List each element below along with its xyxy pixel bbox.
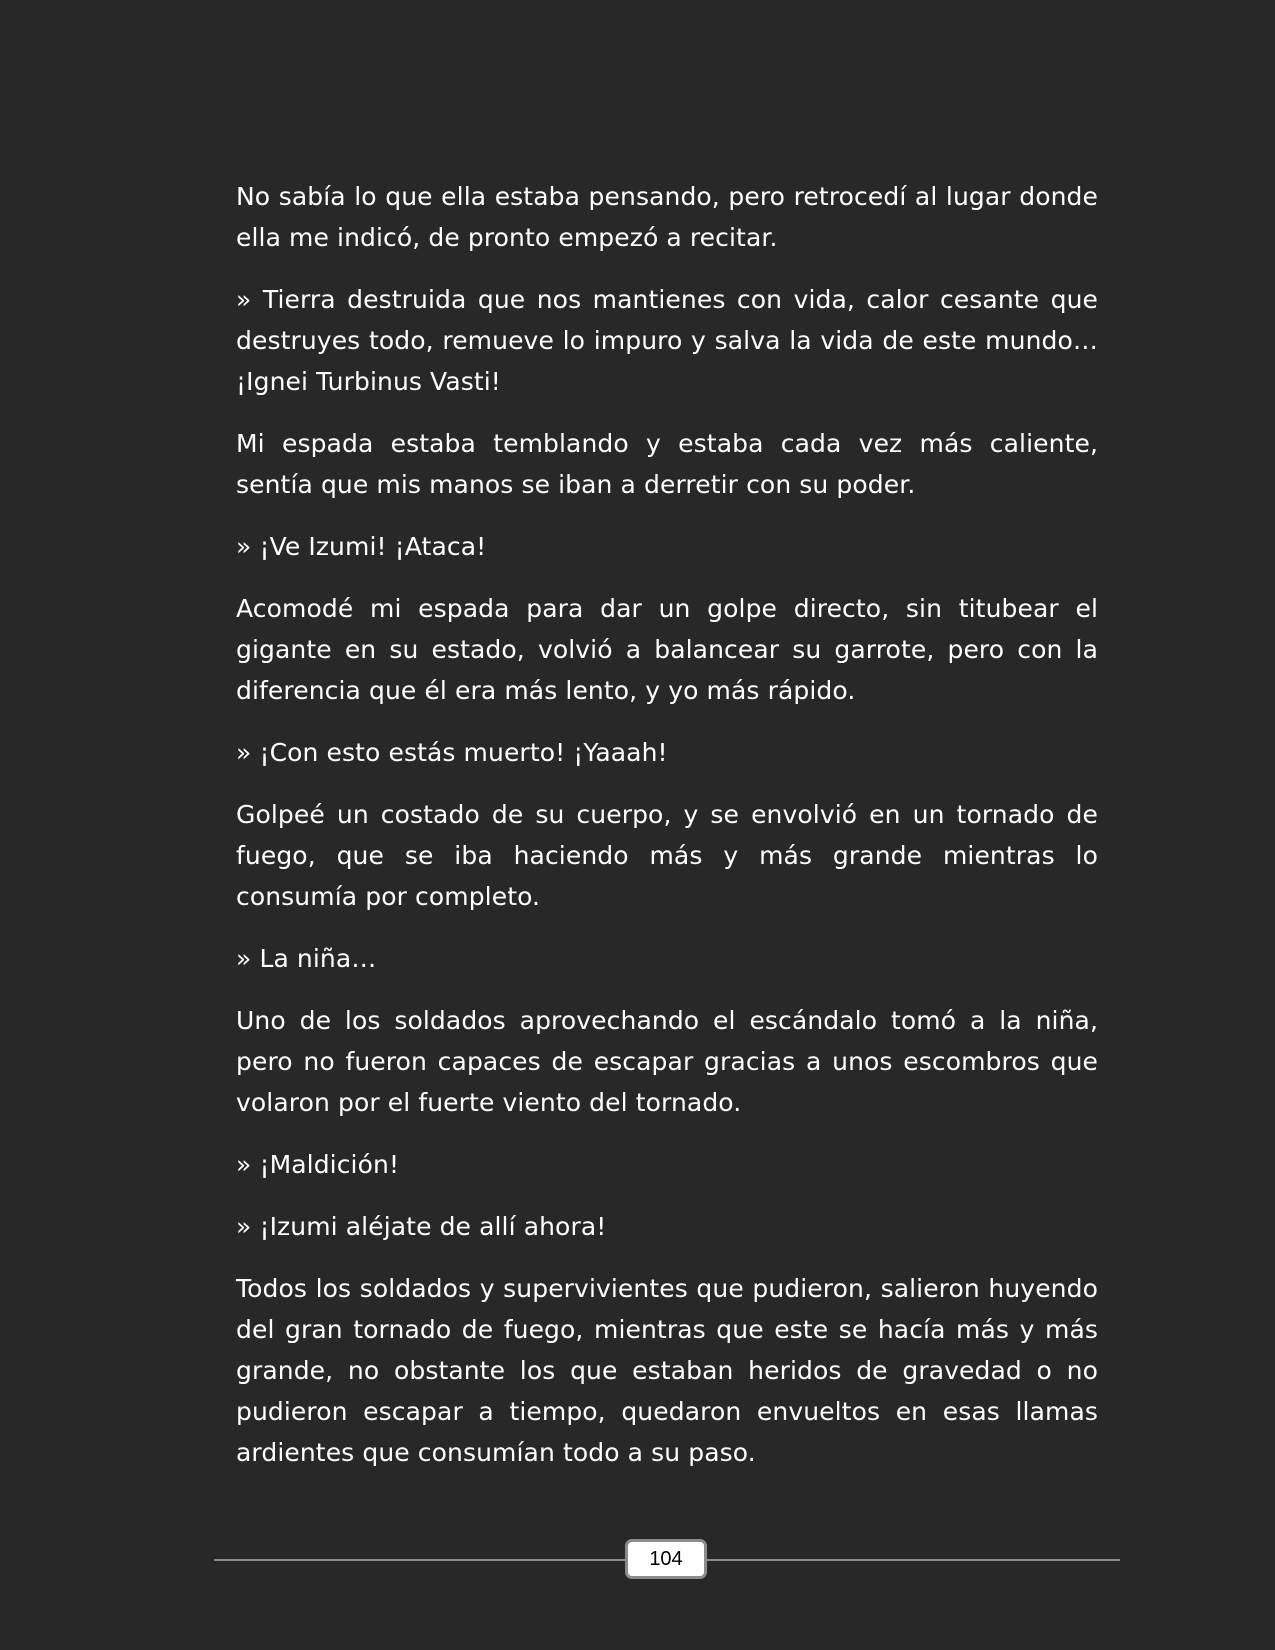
paragraph: » ¡Maldición!: [236, 1150, 400, 1179]
paragraph: Uno de los soldados aprovechando el escándalo tomó a la niña, pero no fueron capaces de escapar gracias a unos escombros que volaron por el fuerte viento del tornado.: [236, 1006, 1098, 1117]
paragraph: » ¡Con esto estás muerto! ¡Yaaah!: [236, 738, 668, 767]
paragraph: » La niña…: [236, 944, 377, 973]
page-number: 104: [625, 1539, 707, 1579]
paragraph: » Tierra destruida que nos mantienes con vida, calor cesante que destruyes todo, remueve lo impuro y salva la vida de este mundo… ¡Ignei Turbinus Vasti!: [236, 285, 1098, 396]
paragraph: No sabía lo que ella estaba pensando, pero retrocedí al lugar donde ella me indicó, de pronto empezó a recitar.: [236, 182, 1098, 252]
paragraph: Todos los soldados y supervivientes que pudieron, salieron huyendo del gran tornado de fuego, mientras que este se hacía más y más grande, no obstante los que estaban heridos de gravedad o no pudieron escapar a tiempo, quedaron envueltos en esas llamas ardientes que consumían todo a su paso.: [236, 1274, 1098, 1467]
paragraph: » ¡Ve Izumi! ¡Ataca!: [236, 532, 487, 561]
paragraph: Mi espada estaba temblando y estaba cada vez más caliente, sentía que mis manos se iban a derretir con su poder.: [236, 429, 1098, 499]
paragraph: Acomodé mi espada para dar un golpe directo, sin titubear el gigante en su estado, volvió a balancear su garrote, pero con la diferencia que él era más lento, y yo más rápido.: [236, 594, 1098, 705]
paragraph: » ¡Izumi aléjate de allí ahora!: [236, 1212, 607, 1241]
paragraph: Golpeé un costado de su cuerpo, y se envolvió en un tornado de fuego, que se iba haciendo más y más grande mientras lo consumía por completo.: [236, 800, 1098, 911]
page-body-text: [236, 176, 1098, 1494]
